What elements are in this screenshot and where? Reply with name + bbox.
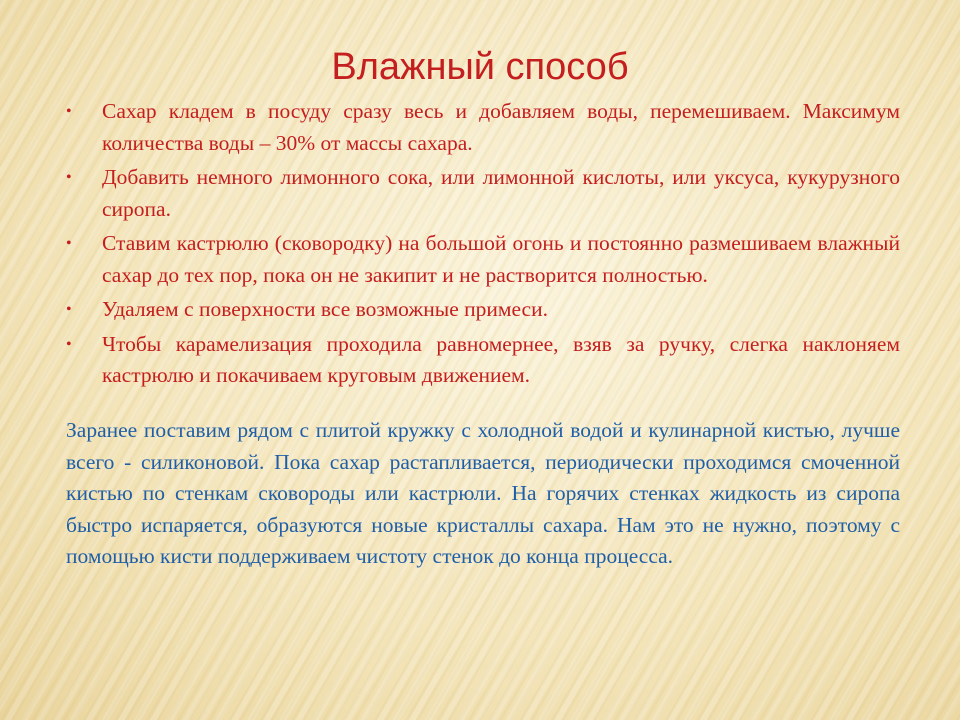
- bullet-item: [66, 294, 900, 326]
- bullet-text: Сахар кладем в посуду сразу весь и добавляем воды, перемешиваем. Максимум количества воды – 30% от массы сахара.: [102, 99, 900, 155]
- bullet-item: [66, 96, 900, 159]
- bullet-dot-icon: •: [66, 301, 72, 318]
- body-paragraph: Заранее поставим рядом с плитой кружку с холодной водой и кулинарной кистью, лучше всего - силиконовой. Пока сахар растапливается, периодически проходимся смоченной кистью по стенкам сковороды или кастрюли. На горячих стенках жидкость из сиропа быстро испаряется, образуются новые кристаллы сахара. Нам это не нужно, поэтому с помощью кисти поддерживаем чистоту стенок до конца процесса.: [66, 418, 900, 569]
- bullet-item: [66, 329, 900, 392]
- bullet-dot-icon: •: [66, 169, 72, 186]
- bullet-list: [66, 96, 900, 395]
- bullet-dot-icon: •: [66, 335, 72, 353]
- bullet-text: Ставим кастрюлю (сковородку) на большой огонь и постоянно размешиваем влажный сахар до тех пор, пока он не закипит и не растворится полностью.: [102, 231, 900, 287]
- bullet-text: Добавить немного лимонного сока, или лимонной кислоты, или уксуса, кукурузного сиропа.: [102, 165, 900, 221]
- bullet-item: [66, 228, 900, 291]
- bullet-dot-icon: •: [66, 103, 72, 120]
- bullet-item: [66, 162, 900, 225]
- bullet-dot-icon: •: [66, 235, 72, 252]
- bullet-text: Удаляем с поверхности все возможные примеси.: [102, 297, 548, 321]
- bullet-text: Чтобы карамелизация проходила равномернее, взяв за ручку, слегка наклоняем кастрюлю и покачиваем круговым движением.: [102, 331, 900, 387]
- slide-title: Влажный способ: [331, 46, 629, 88]
